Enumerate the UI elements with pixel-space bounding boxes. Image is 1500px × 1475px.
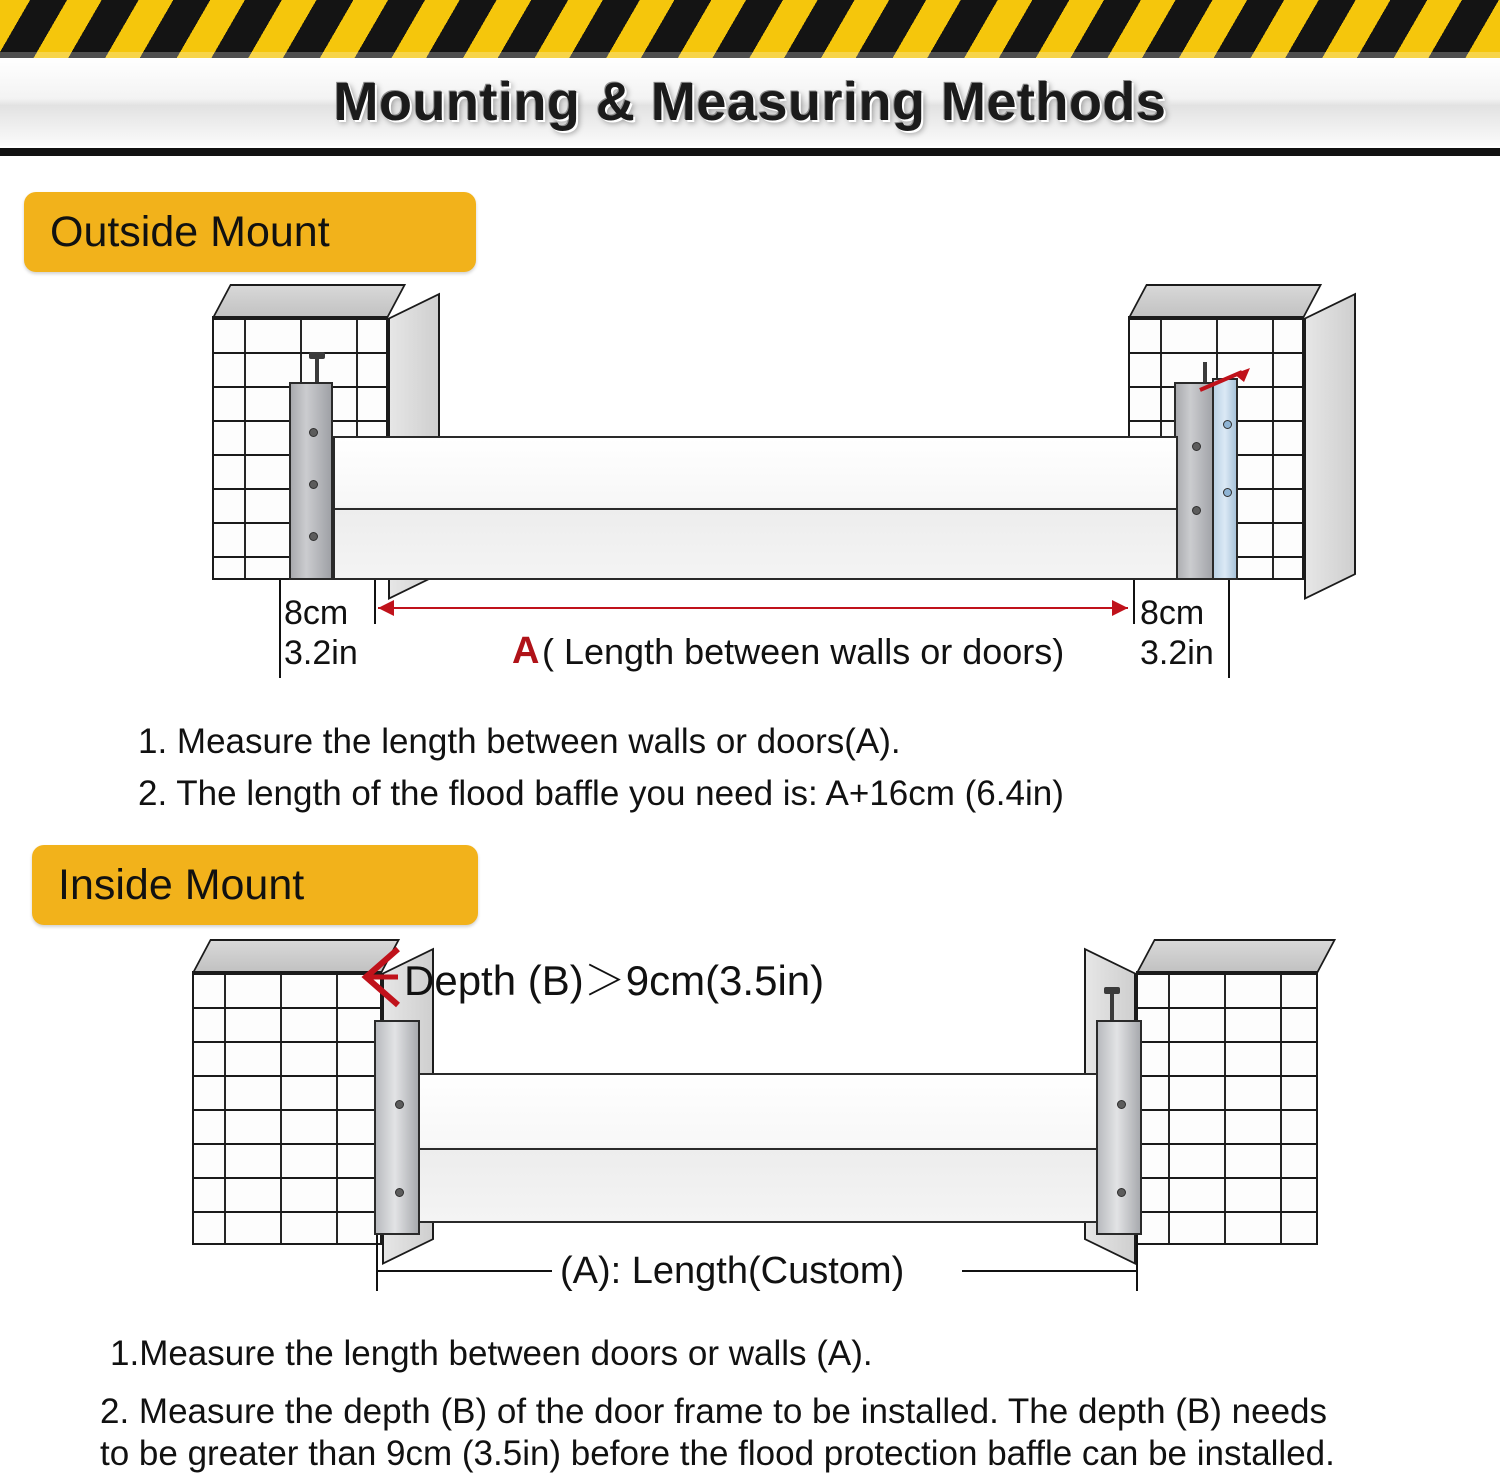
bracket-screw [1117, 1100, 1126, 1109]
title-bar [0, 58, 1500, 146]
section-label-inside-mount [32, 845, 478, 925]
brick-pillar-left-inside [192, 939, 382, 1245]
measure-letter-a: A [512, 630, 540, 672]
dimension-right-cm: 8cm [1140, 594, 1205, 632]
flood-baffle-panel [333, 436, 1178, 580]
seal-screw [1223, 488, 1232, 497]
dimension-tick-left-inner [374, 580, 376, 624]
mounting-bracket-left [289, 382, 333, 580]
install-direction-arrow-icon [1198, 366, 1252, 396]
bracket-screw [1117, 1188, 1126, 1197]
seal-strip-right [1212, 378, 1238, 580]
pillar-side [1304, 293, 1356, 600]
section-label-inside-text: Inside Mount [58, 860, 305, 909]
bracket-screw [309, 428, 318, 437]
inside-step-1: 1.Measure the length between doors or walls (A). [110, 1334, 873, 1373]
left-bolt-head [309, 352, 325, 359]
bracket-screw [1192, 442, 1201, 451]
bracket-screw [309, 532, 318, 541]
inside-step-2-line2: to be greater than 9cm (3.5in) before the flood protection baffle can be installed. [100, 1434, 1335, 1473]
outside-step-2: 2. The length of the flood baffle you need is: A+16cm (6.4in) [138, 774, 1064, 813]
pillar-cap [1128, 284, 1322, 318]
depth-marker-icon [358, 947, 404, 1009]
bracket-screw [395, 1188, 404, 1197]
brick-pillar-right-inside [1136, 939, 1318, 1245]
page-title: Mounting & Measuring Methods [333, 72, 1167, 132]
length-a-arrow [378, 607, 1128, 609]
dimension-right-outside [1140, 593, 1214, 673]
bracket-screw [309, 480, 318, 489]
hazard-stripe-decoration [0, 0, 1500, 61]
inside-step-2-line1: 2. Measure the depth (B) of the door frame to be installed. The depth (B) needs [100, 1392, 1328, 1431]
dimension-tick-left-outer [279, 580, 281, 678]
depth-note-inside: Depth (B)＞9cm(3.5in) [404, 957, 825, 1004]
panel-seam [335, 508, 1176, 510]
panel-seam [420, 1148, 1096, 1150]
pillar-cap [1136, 939, 1336, 973]
pillar-cap [212, 284, 406, 318]
bracket-screw [395, 1100, 404, 1109]
dimension-tick-right-inside [1136, 1235, 1138, 1291]
measure-caption-outside: ( Length between walls or doors) [542, 631, 1065, 672]
mounting-bracket-left-inside [374, 1020, 420, 1235]
bracket-screw [1192, 506, 1201, 515]
dimension-left-cm: 8cm [284, 594, 349, 632]
pillar-face [1136, 971, 1318, 1245]
dimension-tick-right-inner [1133, 580, 1135, 624]
length-line-right [962, 1270, 1138, 1272]
dimension-left-in: 3.2in [284, 634, 358, 672]
outside-mount-diagram [0, 270, 1500, 690]
right-bolt-head-inside [1104, 987, 1120, 994]
dimension-tick-left-inside [376, 1235, 378, 1291]
pillar-face [192, 971, 382, 1245]
banner-divider [0, 148, 1500, 156]
section-label-outside-mount [24, 192, 476, 272]
mounting-bracket-right-inside [1096, 1020, 1142, 1235]
mounting-bracket-right [1174, 382, 1216, 580]
section-label-outside-text: Outside Mount [50, 207, 330, 256]
outside-step-1: 1. Measure the length between walls or doors(A). [138, 722, 901, 761]
right-bolt-stem-inside [1110, 993, 1114, 1023]
header-banner [0, 0, 1500, 158]
flood-baffle-panel-inside [418, 1073, 1098, 1223]
length-line-left [376, 1270, 552, 1272]
dimension-left-outside [284, 593, 358, 673]
dimension-tick-right-outer [1228, 580, 1230, 678]
length-caption-inside: (A): Length(Custom) [560, 1250, 905, 1292]
dimension-right-in: 3.2in [1140, 634, 1214, 672]
seal-screw [1223, 420, 1232, 429]
